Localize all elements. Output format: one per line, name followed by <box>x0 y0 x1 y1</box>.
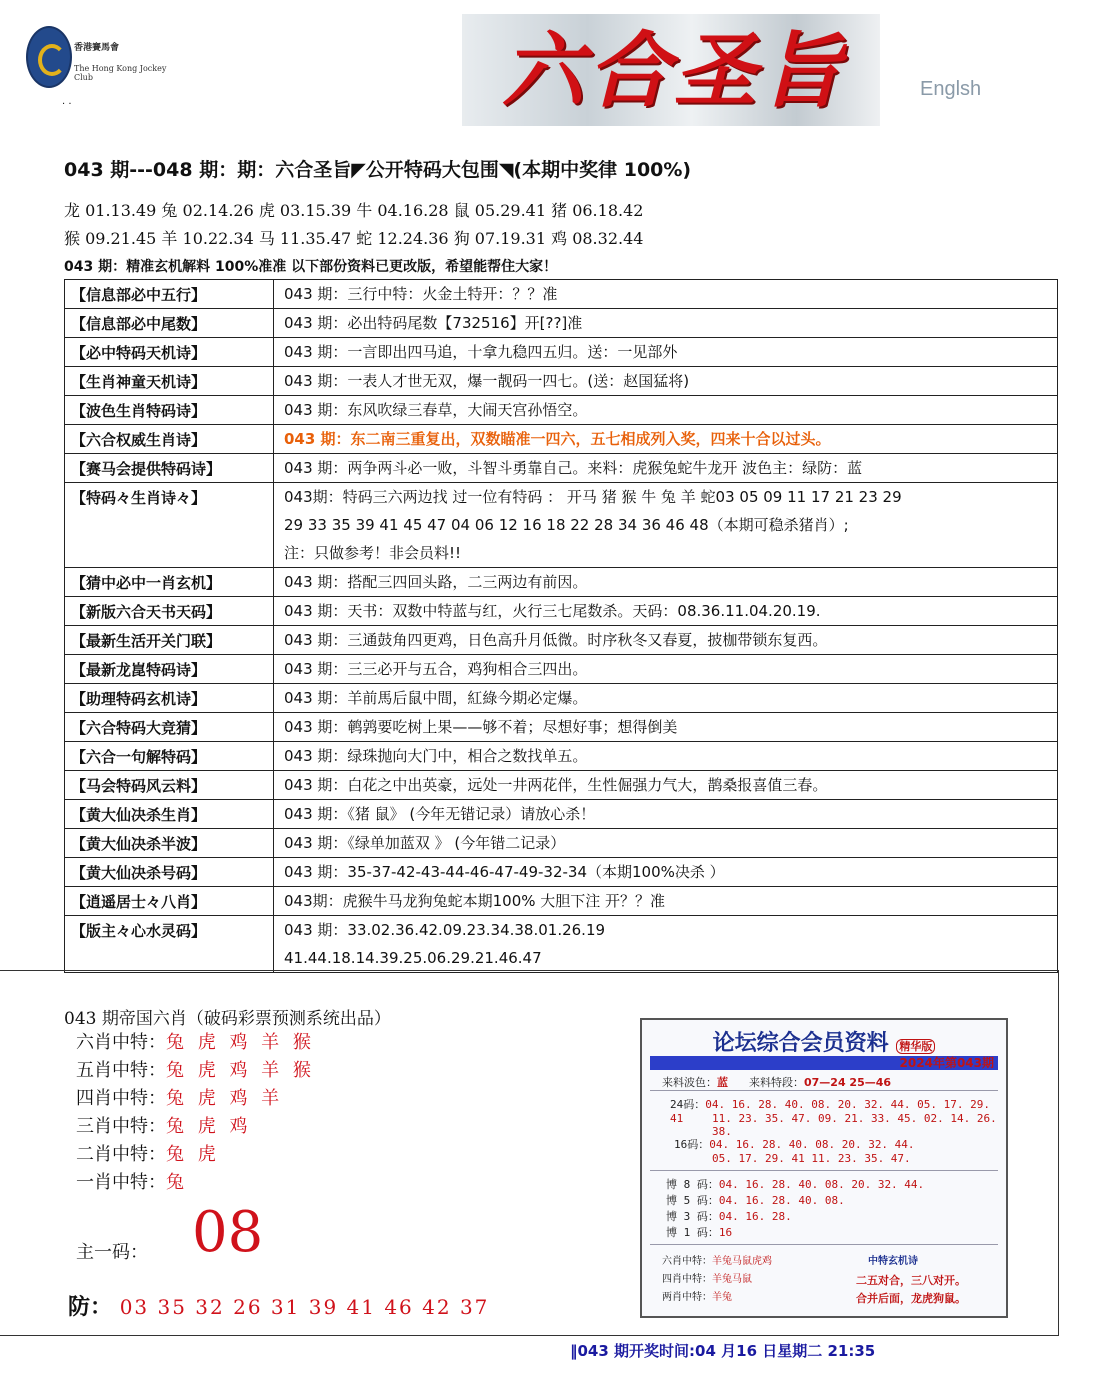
row-content-line: 043 期：搭配三四回头路，二三两边有前因。 <box>284 573 588 591</box>
line-value: 兔 虎 <box>166 1144 220 1165</box>
row-content <box>274 309 1058 338</box>
row-content <box>274 425 1058 454</box>
jockey-club-emblem-icon <box>26 26 72 88</box>
m16-values-1: 04. 16. 28. 40. 08. 20. 32. 44. <box>709 1138 915 1151</box>
row-content <box>274 568 1058 597</box>
one-zodiac-line <box>76 1168 188 1194</box>
row-content <box>274 626 1058 655</box>
table-row <box>65 800 1058 829</box>
b8-values: 04. 16. 28. 40. 08. 20. 32. 44. <box>718 1178 925 1191</box>
row-content <box>274 483 1058 568</box>
line-label: 六肖中特： <box>76 1032 166 1053</box>
row-content <box>274 829 1058 858</box>
row-content-line: 043 期：《猪 鼠》 (今年无错记录）请放心杀！ <box>284 805 596 823</box>
card-six-row <box>662 1252 772 1267</box>
main-number: 08 <box>192 1200 264 1265</box>
line-value: 兔 <box>166 1172 188 1193</box>
table-row <box>65 742 1058 771</box>
row-content-line: 043 期：35-37-42-43-44-46-47-49-32-34（本期100%决杀 ） <box>284 863 725 881</box>
logo-chinese-text: 香港賽馬會 <box>74 43 120 53</box>
row-category: 【助理特码玄机诗】 <box>65 684 274 713</box>
six-values: 羊兔马鼠虎鸡 <box>712 1256 772 1267</box>
table-row <box>65 916 1058 973</box>
table-row <box>65 425 1058 454</box>
row-content-line: 043 期：33.02.36.42.09.23.34.38.01.26.19 <box>284 921 606 939</box>
table-row <box>65 771 1058 800</box>
defense-numbers <box>68 1290 489 1321</box>
table-row <box>65 829 1058 858</box>
row-content <box>274 280 1058 309</box>
row-category: 【特码々生肖诗々】 <box>65 483 274 568</box>
imperial-title: 043 期帝国六肖（破码彩票预测系统出品） <box>64 1009 391 1029</box>
title-banner <box>462 14 880 126</box>
card-divider <box>650 1090 998 1091</box>
english-link[interactable]: Englsh <box>920 78 982 100</box>
table-row <box>65 713 1058 742</box>
table-row <box>65 454 1058 483</box>
row-content-line: 043 期：《绿单加蓝双 》 (今年错二记录） <box>284 834 566 852</box>
row-content <box>274 771 1058 800</box>
row-content-line: 043 期：鹌鹑要吃树上果——够不着；尽想好事；想得倒美 <box>284 718 678 736</box>
table-row <box>65 655 1058 684</box>
b3-row <box>666 1208 792 1224</box>
row-content-line: 043 期：绿珠抛向大门中，相合之数找单五。 <box>284 747 588 765</box>
b1-label: 博 1 码： <box>666 1226 719 1239</box>
line-label: 一肖中特： <box>76 1172 166 1193</box>
row-content-line: 043 期：一言即出四马追，十拿九稳四五归。送：一见部外 <box>284 343 678 361</box>
line-label: 五肖中特： <box>76 1060 166 1081</box>
line-label: 四肖中特： <box>76 1088 166 1109</box>
row-category: 【新版六合天书天码】 <box>65 597 274 626</box>
row-content-line: 043 期：三行中特：火金土特开：？？准 <box>284 285 558 303</box>
row-category: 【猜中必中一肖玄机】 <box>65 568 274 597</box>
four-zodiac-line <box>76 1084 283 1110</box>
row-content <box>274 858 1058 887</box>
line-label: 二肖中特： <box>76 1144 166 1165</box>
card-source-row <box>662 1074 891 1090</box>
two-zodiac-line <box>76 1140 220 1166</box>
page-headline: 043 期---048 期：期：六合圣旨◤公开特码大包围◥(本期中奖律 100%) <box>64 159 692 181</box>
jockey-club-logo <box>22 22 182 92</box>
line-value: 兔 虎 鸡 羊 猴 <box>166 1060 315 1081</box>
two-values: 羊兔 <box>712 1292 732 1303</box>
table-row <box>65 338 1058 367</box>
line-label: 三肖中特： <box>76 1116 166 1137</box>
three-zodiac-line <box>76 1112 251 1138</box>
card-badge: 精华版 <box>896 1039 935 1054</box>
row-content-line: 043 期：三通鼓角四更鸡，日色高升月低微。时序秋冬又春夏，披枷带锁东复西。 <box>284 631 828 649</box>
table-row <box>65 483 1058 568</box>
five-zodiac-line <box>76 1056 315 1082</box>
row-category: 【最新龙崑特码诗】 <box>65 655 274 684</box>
table-row <box>65 367 1058 396</box>
b3-label: 博 3 码： <box>666 1210 719 1223</box>
row-category: 【生肖神童天机诗】 <box>65 367 274 396</box>
six-label: 六肖中特： <box>662 1256 712 1267</box>
row-content <box>274 597 1058 626</box>
row-content <box>274 684 1058 713</box>
row-category: 【黄大仙决杀生肖】 <box>65 800 274 829</box>
b5-label: 博 5 码： <box>666 1194 719 1207</box>
seg-label: 来料特段： <box>748 1076 804 1089</box>
table-row <box>65 280 1058 309</box>
row-content-line: 043 期：羊前馬后鼠中間，紅綠今期必定爆。 <box>284 689 588 707</box>
row-category: 【六合权威生肖诗】 <box>65 425 274 454</box>
card-title-text: 论坛综合会员资料 <box>712 1031 889 1056</box>
b1-values: 16 <box>718 1226 733 1239</box>
row-category: 【六合一句解特码】 <box>65 742 274 771</box>
b5-values: 04. 16. 28. 40. 08. <box>718 1194 845 1207</box>
card-divider <box>650 1170 998 1171</box>
row-content <box>274 800 1058 829</box>
card-four-row <box>662 1270 752 1285</box>
src-label: 来料波色： <box>662 1076 717 1089</box>
row-content-line: 043 期：一表人才世无双，爆一靓码一四七。(送：赵国猛将) <box>284 372 690 390</box>
row-category: 【黄大仙决杀半波】 <box>65 829 274 858</box>
row-category: 【最新生活开关门联】 <box>65 626 274 655</box>
row-content-line: 043 期：三三必开与五合，鸡狗相合三四出。 <box>284 660 588 678</box>
prediction-table <box>64 279 1058 973</box>
two-label: 两肖中特： <box>662 1292 712 1303</box>
xuanji-title: 中特玄机诗 <box>868 1256 918 1267</box>
b1-row <box>666 1224 732 1240</box>
defense-values: 03 35 32 26 31 39 41 46 42 37 <box>119 1295 490 1319</box>
row-content-line: 29 33 35 39 41 45 47 04 06 12 16 18 22 28 34 36 46 48（本期可稳杀猪肖）; <box>284 516 849 534</box>
line-value: 兔 虎 鸡 羊 <box>166 1088 284 1109</box>
row-content <box>274 396 1058 425</box>
zodiac-numbers-line-1: 龙 01.13.49 兔 02.14.26 虎 03.15.39 牛 04.16.28 鼠 05.29.41 猪 06.18.42 <box>64 201 644 220</box>
m24-label: 24码： <box>670 1098 706 1111</box>
row-content-line: 043期：虎猴牛马龙狗兔蛇本期100% 大胆下注 开？？准 <box>284 892 666 910</box>
m16-row-2: 05. 17. 29. 41 11. 23. 35. 47. <box>712 1152 911 1165</box>
issue-note: 043 期：精准玄机解料 100%准准 以下部份资料已更改版，希望能帮住大家！ <box>64 259 558 275</box>
logo-english-text: The Hong Kong Jockey Club <box>74 64 167 82</box>
card-title <box>642 1026 1006 1057</box>
row-content-line: 043 期：必出特码尾数【732516】开[??]准 <box>284 314 583 332</box>
row-content-line: 41.44.18.14.39.25.06.29.21.46.47 <box>284 949 542 967</box>
m16-label: 16码： <box>674 1138 710 1151</box>
b3-values: 04. 16. 28. <box>718 1210 792 1223</box>
row-category: 【逍遥居士々八肖】 <box>65 887 274 916</box>
src-value: 蓝 <box>717 1076 728 1089</box>
card-two-row <box>662 1288 732 1303</box>
row-category: 【赛马会提供特码诗】 <box>65 454 274 483</box>
row-category: 【版主々心水灵码】 <box>65 916 274 973</box>
row-content-line: 043 期：白花之中出英豪，远处一井两花伴，生性倔强力气大，鹊桑报喜值三春。 <box>284 776 828 794</box>
row-content <box>274 742 1058 771</box>
row-content-line: 043期：特码三六两边找 过一位有特码 ： 开马 猪 猴 牛 兔 羊 蛇03 05 09 11 17 21 23 29 <box>284 488 902 506</box>
card-divider <box>650 1244 998 1245</box>
row-content <box>274 454 1058 483</box>
member-info-card <box>640 1018 1008 1318</box>
four-label: 四肖中特： <box>662 1274 712 1285</box>
table-row <box>65 597 1058 626</box>
row-category: 【马会特码风云料】 <box>65 771 274 800</box>
row-content <box>274 367 1058 396</box>
four-values: 羊兔马鼠 <box>712 1274 752 1285</box>
table-row <box>65 626 1058 655</box>
b5-row <box>666 1192 845 1208</box>
row-content <box>274 338 1058 367</box>
table-row <box>65 396 1058 425</box>
m24-values-1: 04. 16. 28. 40. 08. 20. 32. 44. 05. 17. 29. 41 <box>670 1098 991 1125</box>
line-value: 兔 虎 鸡 <box>166 1116 252 1137</box>
main-number-label: 主一码： <box>76 1242 148 1263</box>
table-row <box>65 309 1058 338</box>
xuanji-line-2: 合并后面，龙虎狗鼠。 <box>856 1292 966 1305</box>
m16-row-1 <box>674 1136 915 1152</box>
row-content-line: 043 期：东风吹绿三春草，大闹天宫孙悟空。 <box>284 401 588 419</box>
row-category: 【黄大仙决杀号码】 <box>65 858 274 887</box>
row-content-line: 043 期：两争两斗必一败，斗智斗勇靠自己。来料：虎猴兔蛇牛龙开 波色主：绿防：蓝 <box>284 459 863 477</box>
line-value: 兔 虎 鸡 羊 猴 <box>166 1032 315 1053</box>
xuanji-line-1: 二五对合，三八对开。 <box>856 1274 966 1287</box>
row-content <box>274 916 1058 973</box>
draw-time-footer: ‖043 期开奖时间:04 月16 日星期二 21:35 <box>570 1342 876 1360</box>
row-category: 【必中特码天机诗】 <box>65 338 274 367</box>
row-content <box>274 887 1058 916</box>
row-content <box>274 713 1058 742</box>
b8-row <box>666 1176 924 1192</box>
banner-title: 六合圣旨 <box>502 23 846 119</box>
row-content <box>274 655 1058 684</box>
zodiac-numbers-line-2: 猴 09.21.45 羊 10.22.34 马 11.35.47 蛇 12.24.36 狗 07.19.31 鸡 08.32.44 <box>64 229 644 248</box>
b8-label: 博 8 码： <box>666 1178 719 1191</box>
table-row <box>65 684 1058 713</box>
six-zodiac-line <box>76 1028 315 1054</box>
row-category: 【波色生肖特码诗】 <box>65 396 274 425</box>
table-row <box>65 568 1058 597</box>
row-content-line: 043 期：天书：双数中特蓝与红，火行三七尾数杀。天码：08.36.11.04.20.19. <box>284 602 821 620</box>
row-category: 【六合特码大竞猜】 <box>65 713 274 742</box>
row-category: 【信息部必中尾数】 <box>65 309 274 338</box>
card-issue-year: 2024年第043期 <box>899 1056 994 1070</box>
table-row <box>65 887 1058 916</box>
row-category: 【信息部必中五行】 <box>65 280 274 309</box>
row-content-line: 043 期：东二南三重复出，双数瞄准一四六，五七相成列入奖，四来十合以过头。 <box>284 430 831 448</box>
table-row <box>65 858 1058 887</box>
m24-row-2: 11. 23. 35. 47. 09. 21. 33. 45. 02. 14. 26. 38. <box>712 1112 997 1138</box>
defense-label: 防： <box>68 1294 113 1320</box>
header-dots: . . <box>62 96 72 107</box>
seg-value: 07—24 25—46 <box>803 1076 892 1089</box>
row-content-line: 注：只做参考！非会员料!! <box>284 544 462 562</box>
